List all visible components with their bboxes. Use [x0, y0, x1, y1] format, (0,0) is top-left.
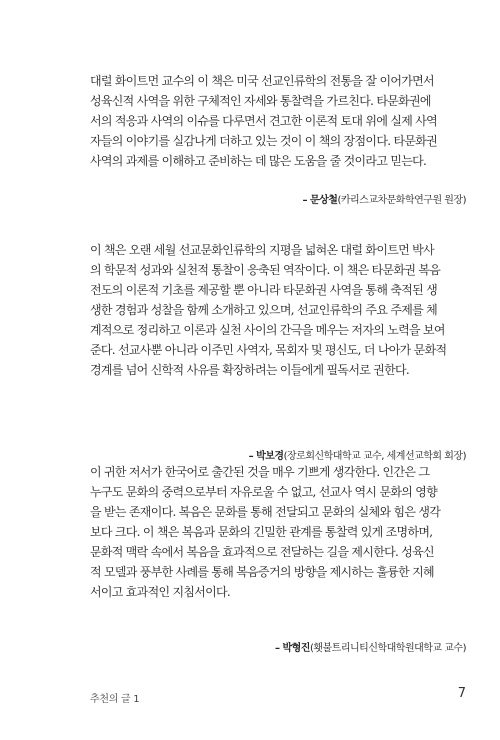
author-affiliation: (횃불트리니티신학대학원대학교 교수) [309, 643, 466, 654]
endorsement-line: 문화적 맥락 속에서 복음을 효과적으로 전달하는 길을 제시한다. 성육신 [90, 545, 434, 559]
endorsement-line: 을 받는 존재이다. 복음은 문화를 통해 전달되고 문화의 실체와 힘은 생각 [90, 505, 441, 519]
endorsement-3 [90, 462, 470, 602]
endorsement-line: 계적으로 정리하고 이론과 실천 사이의 간극을 메우는 저자의 노력을 보여 [90, 323, 445, 337]
endorsement-line: 서이고 효과적인 지침서이다. [90, 585, 231, 599]
author-name: – 박보경 [248, 451, 284, 462]
endorsement-line: 이 귀한 저서가 한국어로 출간된 것을 매우 기쁘게 생각한다. 인간은 그 [90, 465, 430, 479]
endorsement-line: 경계를 넘어 신학적 사유를 확장하려는 이들에게 필독서로 권한다. [90, 363, 410, 377]
endorsement-line: 전도의 이론적 기초를 제공할 뿐 아니라 타문화권 사역을 통해 축적된 생 [90, 283, 438, 297]
endorsement-line: 대럴 화이트먼 교수의 이 책은 미국 선교인류학의 전통을 잘 이어가면서 [90, 74, 434, 88]
author-name: – 문상철 [302, 195, 338, 206]
endorsement-line: 적 모델과 풍부한 사례를 통해 복음증거의 방향을 제시하는 훌륭한 지혜 [90, 565, 434, 579]
endorsement-line: 누구도 문화의 중력으로부터 자유로울 수 없고, 선교사 역시 문화의 영향 [90, 485, 438, 499]
endorsement-1 [90, 71, 470, 171]
endorsement-1-attribution [302, 191, 466, 206]
author-affiliation: (장로회신학대학교 교수, 세계선교학회 회장) [283, 451, 466, 462]
endorsement-line: 서의 적응과 사역의 이슈를 다루면서 견고한 이론적 토대 위에 실제 사역 [90, 114, 438, 128]
endorsement-line: 자들의 이야기를 실감나게 더하고 있는 것이 이 책의 장점이다. 타문화권 [90, 134, 438, 148]
endorsement-line: 의 학문적 성과와 실천적 통찰이 응축된 역작이다. 이 책은 타문화권 복음 [90, 263, 441, 277]
endorsement-3-attribution [275, 639, 466, 654]
endorsement-line: 준다. 선교사뿐 아니라 이주민 사역자, 목회자 및 평신도, 더 나아가 문화적 [90, 343, 447, 357]
author-affiliation: (카리스교차문화학연구원 원장) [337, 195, 466, 206]
endorsement-2-attribution [249, 447, 466, 462]
endorsement-line: 성육신적 사역을 위한 구체적인 자세와 통찰력을 가르친다. 타문화권에 [90, 94, 431, 108]
page-number: 7 [457, 686, 466, 701]
author-name: – 박형진 [274, 643, 310, 654]
section-label: 추천의 글 1 [90, 694, 140, 705]
endorsement-line: 이 책은 오랜 세월 선교문화인류학의 지평을 넓혀온 대럴 화이트먼 박사 [90, 243, 434, 257]
endorsement-line: 사역의 과제를 이해하고 준비하는 데 많은 도움을 줄 것이라고 믿는다. [90, 154, 427, 168]
endorsement-line: 생한 경험과 성찰을 함께 소개하고 있으며, 선교인류학의 주요 주제를 체 [90, 303, 438, 317]
endorsement-2 [90, 240, 470, 380]
endorsement-line: 보다 크다. 이 책은 복음과 문화의 긴밀한 관계를 통찰력 있게 조명하며, [90, 525, 433, 539]
